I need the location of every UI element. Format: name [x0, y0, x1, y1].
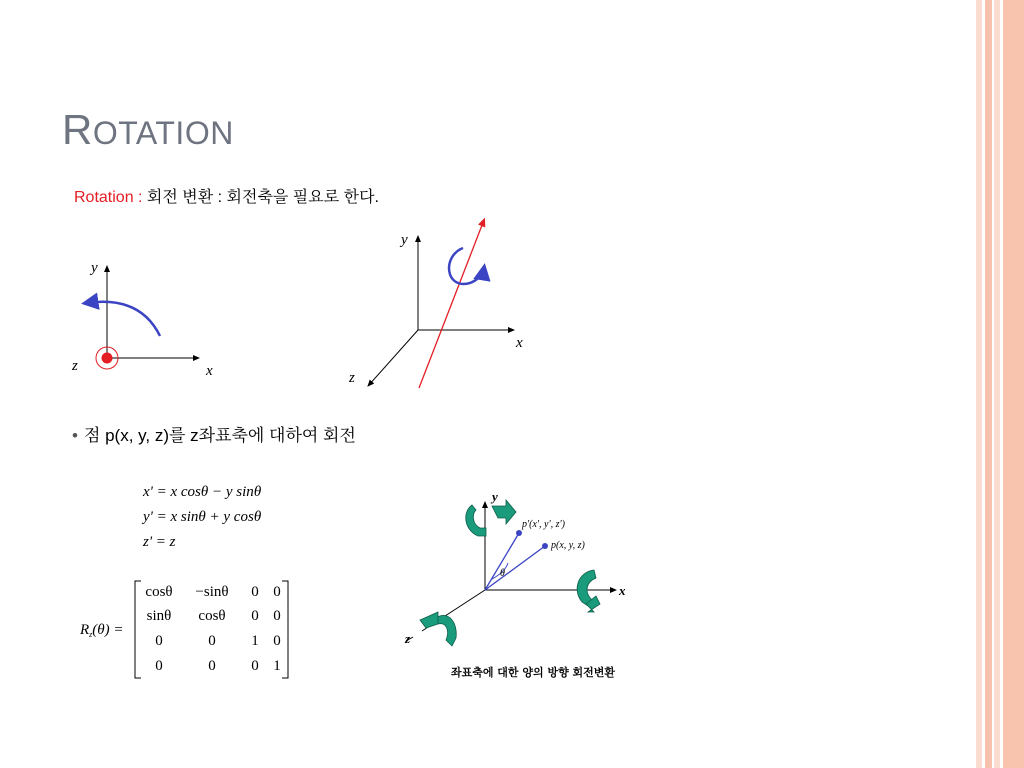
matrix-cell: 0 [273, 608, 281, 624]
green-rotation-arrow-x-icon [577, 570, 600, 612]
z-label: z [349, 370, 355, 386]
slide-title: ROTATION [62, 106, 234, 153]
z-label: z [405, 631, 411, 646]
matrix-cell: 0 [155, 633, 163, 649]
matrix-cell: −sinθ [195, 584, 229, 600]
equation-z: z' = z [143, 534, 176, 550]
bullet-icon: • [72, 426, 78, 445]
matrix-cell: 0 [155, 658, 163, 674]
x-label: x [206, 363, 213, 379]
green-rotation-arrow-y-icon [466, 500, 516, 536]
subtitle-description: 회전 변환 : 회전축을 필요로 한다. [142, 189, 379, 206]
matrix-cell: 0 [208, 658, 216, 674]
p-prime-label: p'(x', y', z') [522, 519, 565, 530]
x-label: x [516, 335, 523, 351]
matrix-cell: 0 [208, 633, 216, 649]
matrix-cell: 1 [251, 633, 259, 649]
p-label: p(x, y, z) [551, 540, 585, 551]
vector-p [485, 546, 545, 590]
theta-label: θ [500, 568, 505, 579]
subtitle-keyword: Rotation : [74, 189, 143, 206]
equation-y: y' = x sinθ + y cosθ [143, 509, 262, 525]
x-label: x [619, 583, 626, 598]
point-p-prime-icon [516, 530, 522, 536]
y-label: y [492, 489, 498, 504]
matrix-cell: 0 [251, 658, 259, 674]
point-p-icon [542, 543, 548, 549]
matrix-cell: cosθ [198, 608, 226, 624]
z-label: z [72, 358, 78, 374]
matrix-cell: 0 [273, 633, 281, 649]
matrix-cell: 0 [273, 584, 281, 600]
bullet-text: 점 p(x, y, z)를 z좌표축에 대하여 회전 [83, 426, 356, 445]
matrix-cell: 0 [251, 584, 259, 600]
matrix-cell: 1 [273, 658, 281, 674]
y-label: y [401, 232, 408, 248]
matrix-cell: 0 [251, 608, 259, 624]
vector-p-prime [485, 533, 519, 590]
matrix-cell: sinθ [146, 608, 172, 624]
matrix-cell: cosθ [145, 584, 173, 600]
matrix-lhs: $R_z(\theta)$ = [80, 622, 124, 639]
equation-x: x' = x cosθ − y sinθ [143, 484, 262, 500]
y-label: y [91, 260, 98, 276]
figure-caption: 좌표축에 대한 양의 방향 회전변환 [450, 666, 616, 679]
